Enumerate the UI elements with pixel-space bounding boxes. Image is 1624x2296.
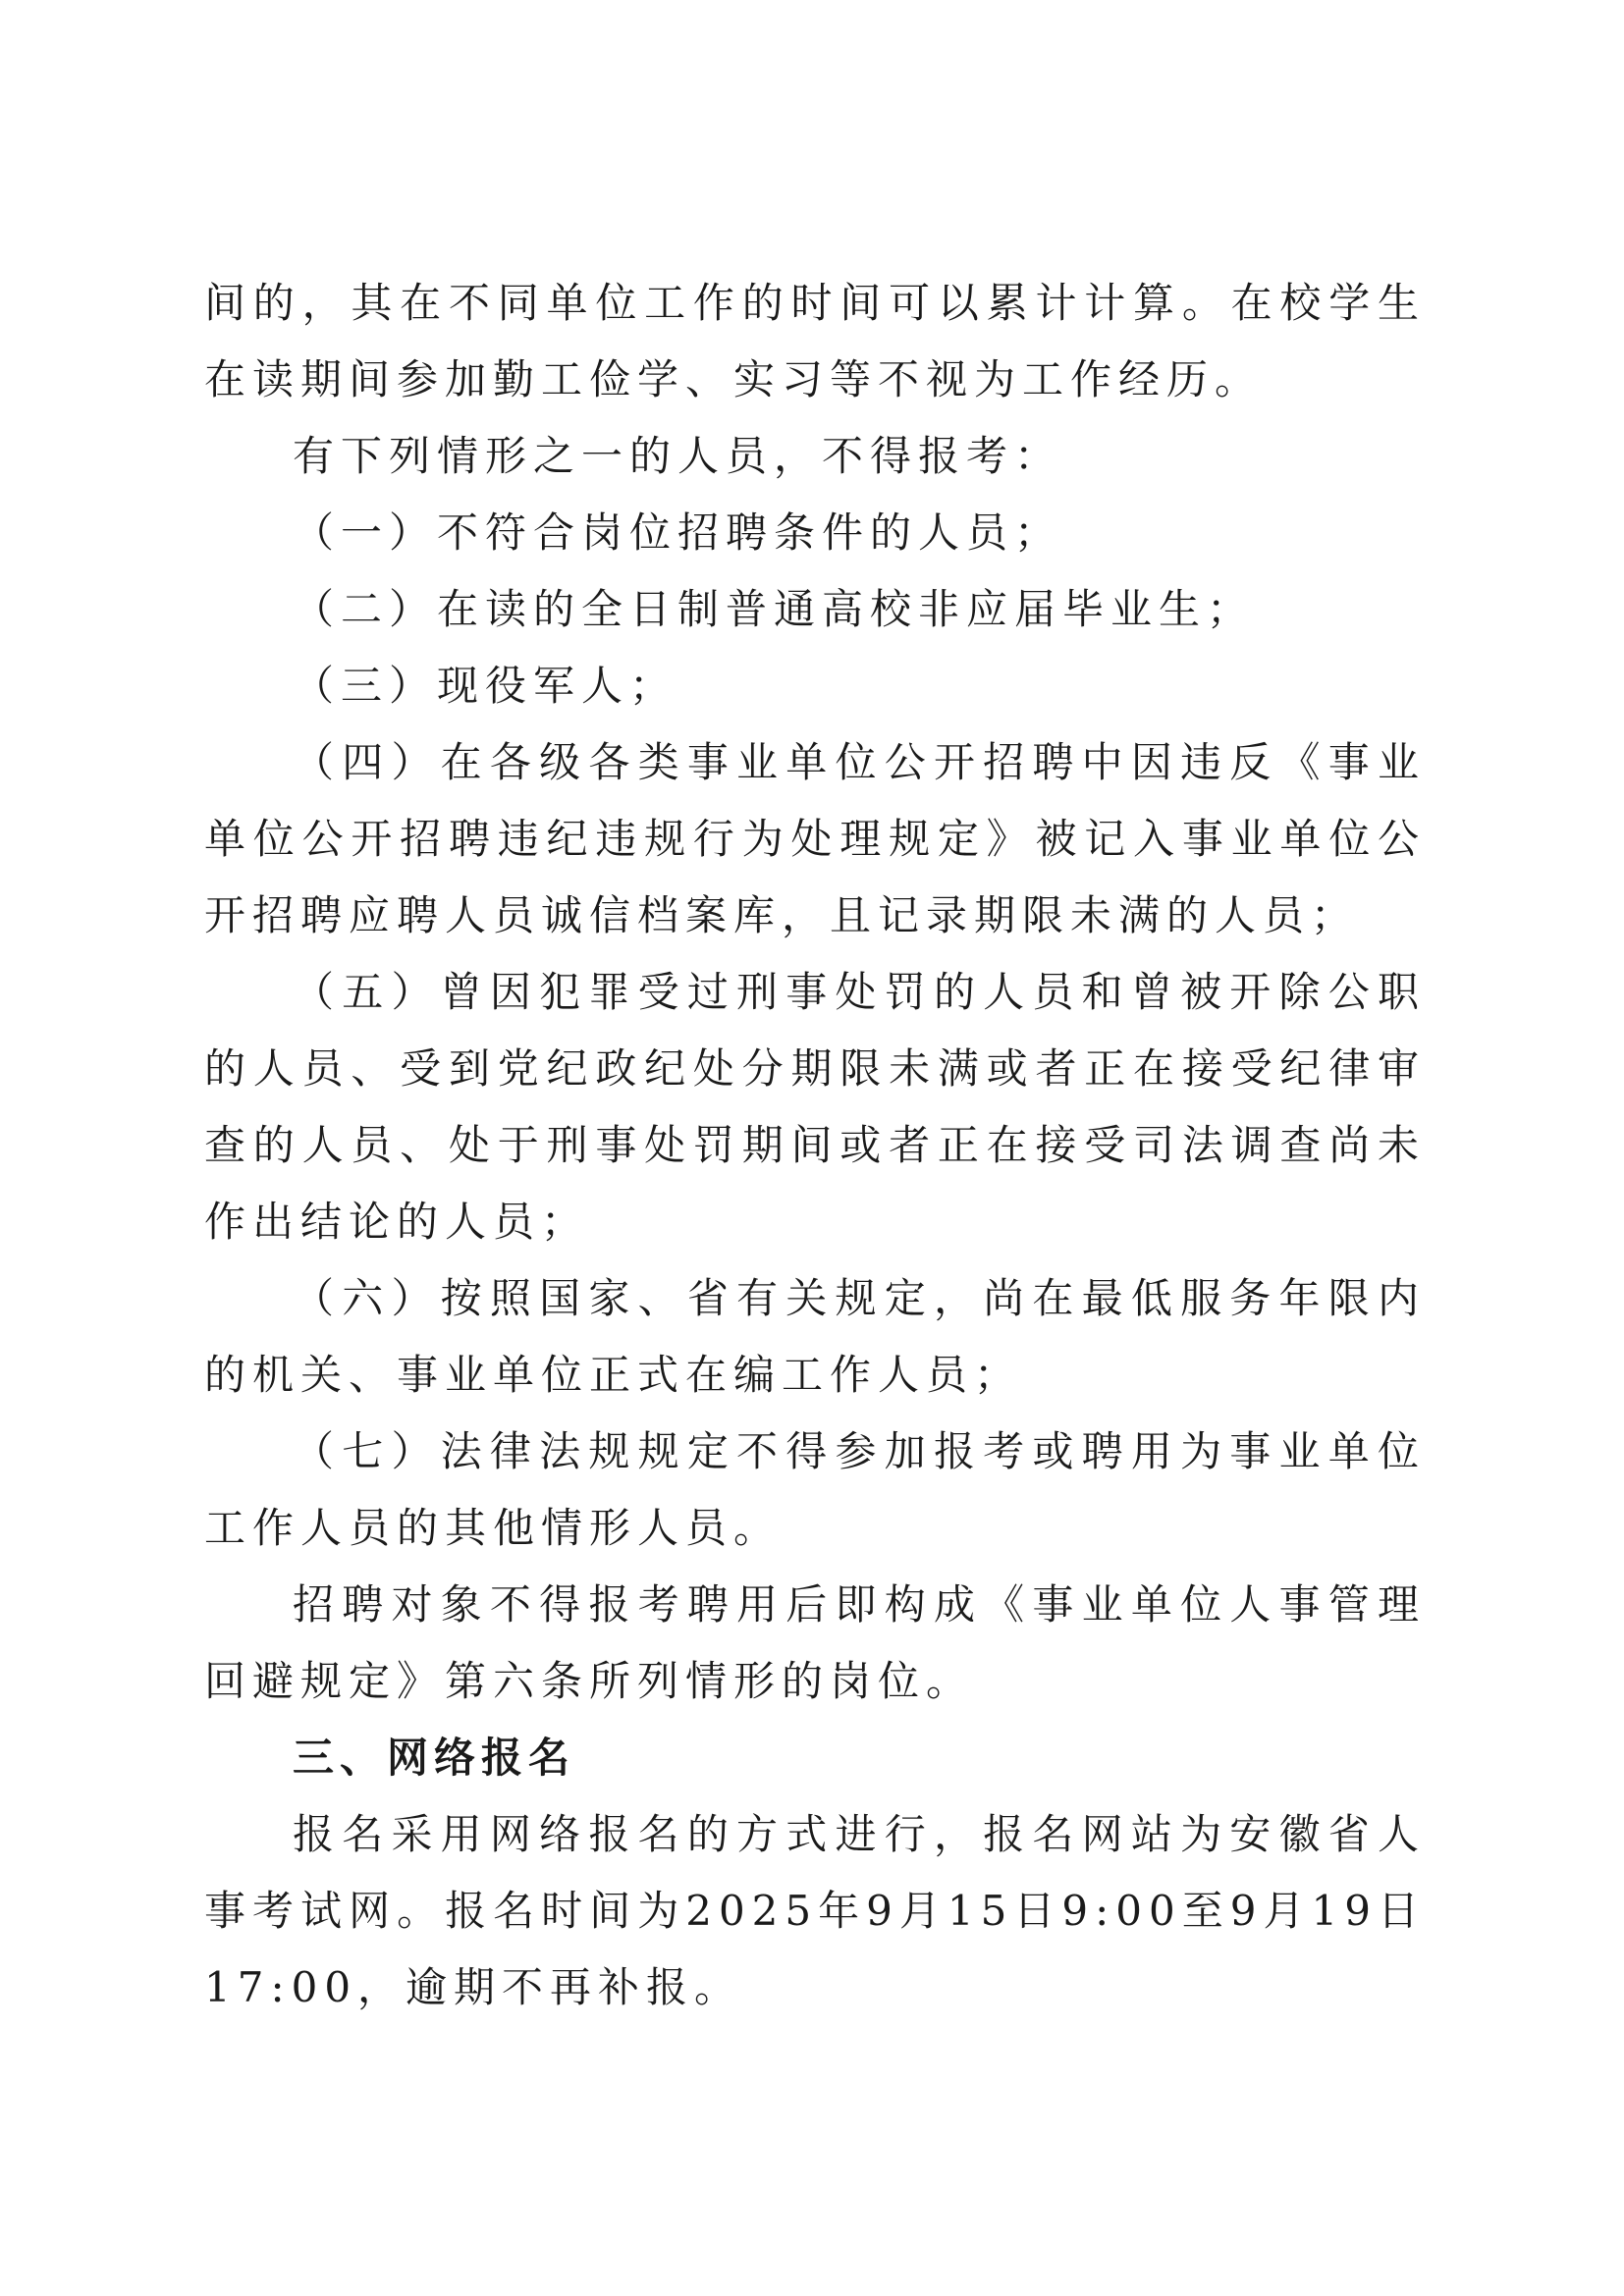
- list-item-7: （七）法律法规规定不得参加报考或聘用为事业单位工作人员的其他情形人员。: [204, 1427, 1426, 1552]
- paragraph-disqualification-intro: 有下列情形之一的人员，不得报考：: [293, 432, 1063, 480]
- list-item-2: （二）在读的全日制普通高校非应届毕业生；: [293, 585, 1256, 633]
- paragraph-registration: 报名采用网络报名的方式进行，报名网站为安徽省人事考试网。报名时间为2025年9月15日9:00至9月19日17:00，逾期不再补报。: [204, 1810, 1426, 2011]
- section-heading: 三、网络报名: [293, 1734, 576, 1782]
- list-item-3: （三）现役军人；: [293, 662, 678, 710]
- paragraph-avoidance-rule: 招聘对象不得报考聘用后即构成《事业单位人事管理回避规定》第六条所列情形的岗位。: [204, 1580, 1426, 1705]
- list-item-6: （六）按照国家、省有关规定，尚在最低服务年限内的机关、事业单位正式在编工作人员；: [204, 1274, 1426, 1399]
- document-body: [204, 265, 1426, 2026]
- list-item-1: （一）不符合岗位招聘条件的人员；: [293, 508, 1063, 557]
- list-item-4: （四）在各级各类事业单位公开招聘中因违反《事业单位公开招聘违纪违规行为处理规定》被记入事业单位公开招聘应聘人员诚信档案库，且记录期限未满的人员；: [204, 738, 1426, 939]
- list-item-5: （五）曾因犯罪受过刑事处罚的人员和曾被开除公职的人员、受到党纪政纪处分期限未满或者正在接受纪律审查的人员、处于刑事处罚期间或者正在接受司法调查尚未作出结论的人员；: [204, 968, 1426, 1246]
- paragraph-continuation: 间的，其在不同单位工作的时间可以累计计算。在校学生在读期间参加勤工俭学、实习等不视为工作经历。: [204, 279, 1426, 403]
